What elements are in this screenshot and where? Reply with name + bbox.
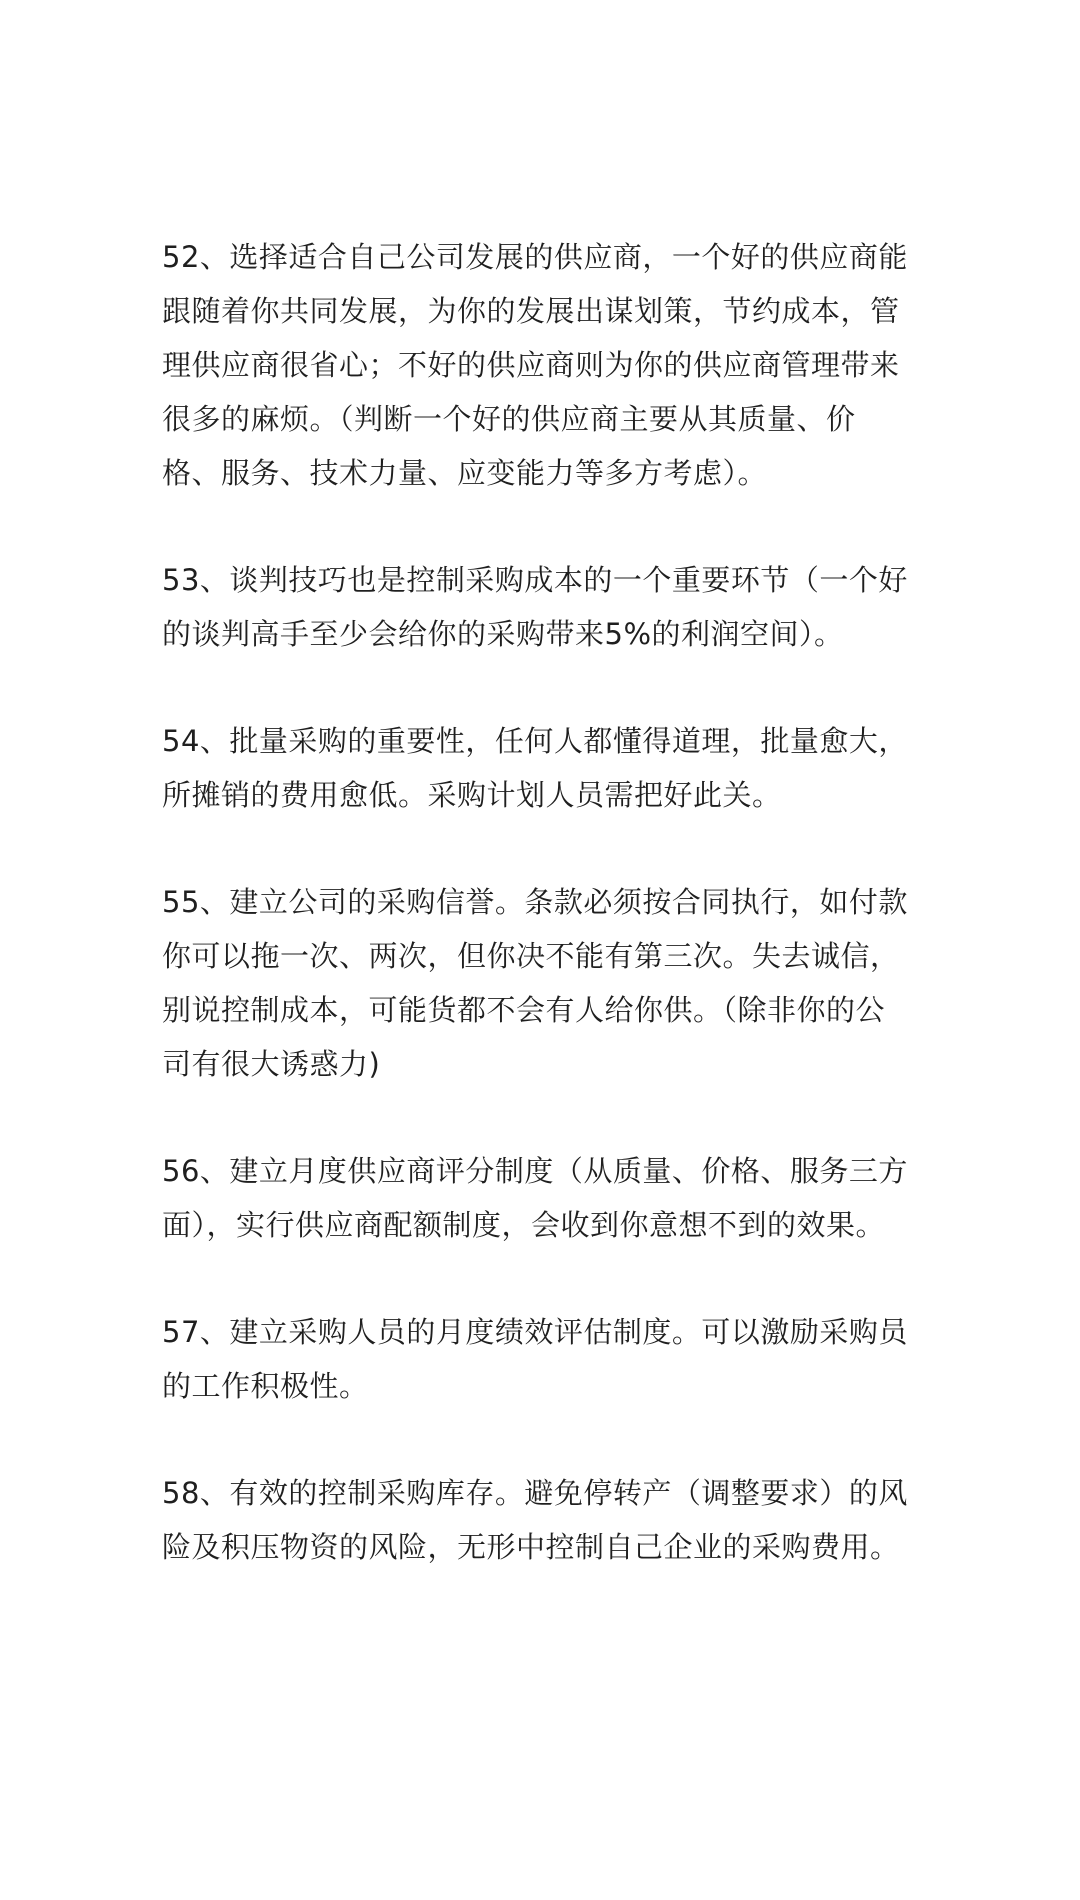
paragraph-line: 的谈判高手至少会给你的采购带来5%的利润空间）。 [162,617,844,651]
paragraph-line: 55、建立公司的采购信誉。条款必须按合同执行，如付款 [162,885,908,919]
paragraph-line: 52、选择适合自己公司发展的供应商，一个好的供应商能 [162,240,908,274]
paragraph-line: 理供应商很省心；不好的供应商则为你的供应商管理带来 [162,348,900,382]
paragraph-line: 险及积压物资的风险，无形中控制自己企业的采购费用。 [162,1530,900,1564]
paragraph-line: 54、批量采购的重要性，任何人都懂得道理，批量愈大， [162,724,908,758]
paragraph-line: 的工作积极性。 [162,1369,369,1403]
paragraph-54 [162,714,932,822]
paragraph-line: 所摊销的费用愈低。采购计划人员需把好此关。 [162,778,782,812]
paragraph-line: 面），实行供应商配额制度，会收到你意想不到的效果。 [162,1208,886,1242]
paragraph-line: 你可以拖一次、两次，但你决不能有第三次。失去诚信， [162,939,900,973]
paragraph-line: 别说控制成本，可能货都不会有人给你供。（除非你的公 [162,993,886,1027]
article-body [162,230,932,1627]
paragraph-57 [162,1305,932,1413]
paragraph-56 [162,1144,932,1252]
paragraph-line: 很多的麻烦。（判断一个好的供应商主要从其质量、价 [162,402,856,436]
paragraph-line: 56、建立月度供应商评分制度（从质量、价格、服务三方 [162,1154,908,1188]
paragraph-line: 57、建立采购人员的月度绩效评估制度。可以激励采购员 [162,1315,908,1349]
paragraph-52 [162,230,932,500]
paragraph-58 [162,1466,932,1574]
paragraph-55 [162,875,932,1091]
paragraph-line: 格、服务、技术力量、应变能力等多方考虑）。 [162,456,768,490]
paragraph-line: 58、有效的控制采购库存。避免停转产（调整要求）的风 [162,1476,908,1510]
paragraph-line: 跟随着你共同发展，为你的发展出谋划策，节约成本，管 [162,294,900,328]
paragraph-line: 司有很大诱惑力) [162,1047,381,1081]
paragraph-line: 53、谈判技巧也是控制采购成本的一个重要环节（一个好 [162,563,908,597]
paragraph-53 [162,553,932,661]
